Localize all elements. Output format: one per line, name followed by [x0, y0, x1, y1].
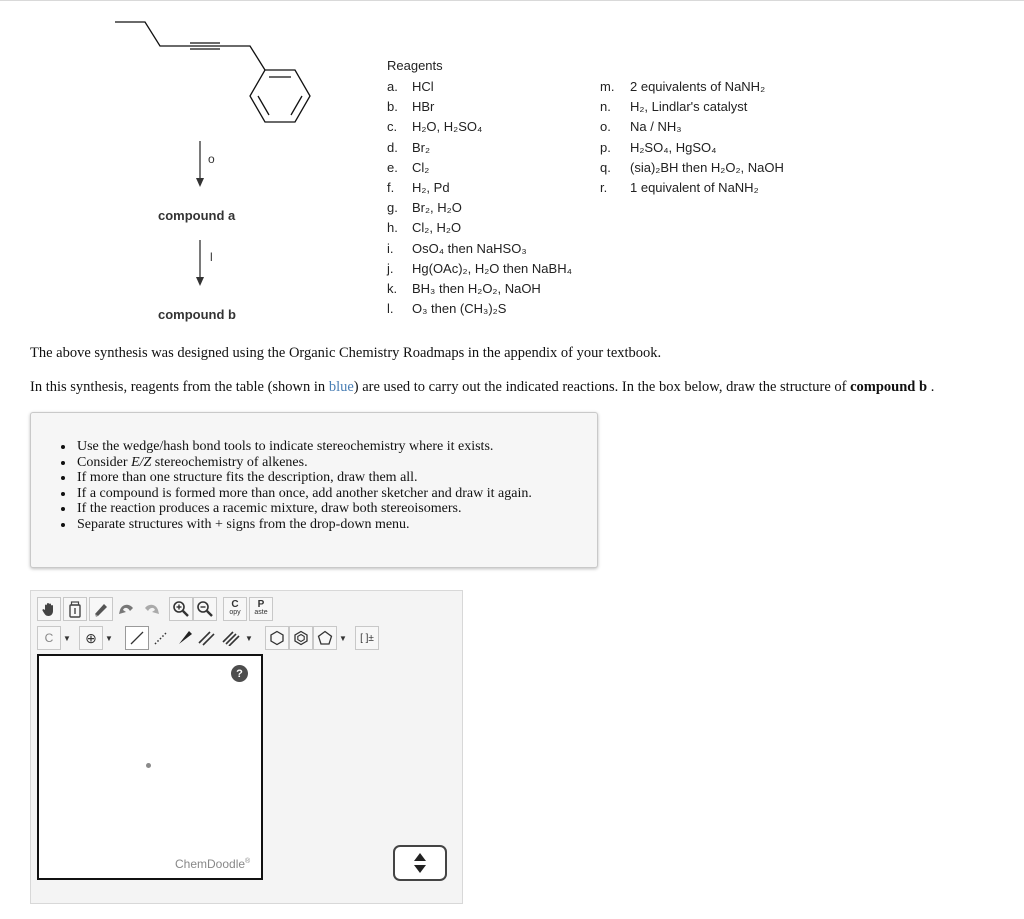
- chemdoodle-brand: [175, 857, 250, 871]
- task-paragraph: [30, 379, 934, 396]
- reagent-text: H₂, Pd: [412, 180, 450, 196]
- instruction-emphasis: E/Z: [131, 454, 152, 470]
- undo-button[interactable]: [115, 597, 139, 621]
- reagent-list-right: [600, 77, 784, 198]
- caret-down-icon: ▼: [105, 633, 113, 643]
- paste-big-letter: P: [257, 599, 265, 610]
- target-compound: compound b: [850, 379, 928, 395]
- reagent-text: 1 equivalent of NaNH₂: [630, 180, 759, 196]
- compound-a-label: compound a: [158, 208, 236, 223]
- reagent-text: Cl₂: [412, 159, 430, 175]
- instruction-item: • Use the wedge/hash bond tools to indicate stereochemistry where it exists.: [75, 439, 597, 455]
- circle-plus-icon: ⊕: [85, 629, 97, 646]
- reagent-text: OsO₄ then NaHSO₃: [412, 240, 527, 256]
- charge-button[interactable]: [79, 626, 103, 650]
- redo-button[interactable]: [139, 597, 163, 621]
- reagent-text: Na / NH₃: [630, 119, 682, 135]
- reagent-text: (sia)₂BH then H₂O₂, NaOH: [630, 159, 784, 175]
- cyclohexane-button[interactable]: [265, 626, 289, 650]
- instruction-item: • Separate structures with + signs from the drop-down menu.: [75, 517, 597, 533]
- instructions-list: [31, 439, 597, 533]
- instruction-item: • If a compound is formed more than once, add another sketcher and draw it again.: [75, 486, 597, 502]
- copy-big-letter: C: [231, 599, 239, 610]
- blue-word: blue: [328, 379, 354, 395]
- reagent-letter: p.: [600, 139, 611, 155]
- reagent-text: BH₃ then H₂O₂, NaOH: [412, 281, 541, 297]
- reagent-letter: h.: [387, 220, 398, 236]
- triple-bond-icon: [222, 630, 240, 646]
- wedge-bond-icon: [177, 630, 193, 646]
- single-bond-icon: [129, 630, 145, 646]
- reagent-letter: f.: [387, 180, 395, 196]
- benzene-button[interactable]: [289, 626, 313, 650]
- reagent-letter: n.: [600, 99, 611, 115]
- undo-icon: [118, 601, 136, 617]
- paste-small-text: aste: [254, 609, 268, 616]
- instruction-text: Consider: [77, 454, 132, 470]
- paste-button[interactable]: [249, 597, 273, 621]
- element-dropdown-button[interactable]: [61, 626, 73, 650]
- copy-small-text: opy: [229, 609, 241, 616]
- cyclopentane-button[interactable]: [313, 626, 337, 650]
- ring-dropdown-button[interactable]: [337, 626, 349, 650]
- reagent-row: [600, 77, 784, 97]
- benzene-icon: [293, 630, 309, 646]
- reagent-letter: j.: [387, 260, 394, 276]
- reagent-letter: a.: [387, 79, 398, 94]
- reagent-text: HBr: [412, 99, 435, 115]
- zoom-out-button[interactable]: [193, 597, 217, 621]
- single-bond-button[interactable]: [125, 626, 149, 650]
- step1-reagent-letter: o: [208, 152, 215, 166]
- intro-paragraph: The above synthesis was designed using the Organic Chemistry Roadmaps in the appendix of your textbook.: [30, 345, 662, 361]
- hexagon-icon: [269, 630, 285, 646]
- reagent-text: Cl₂, H₂O: [412, 220, 462, 236]
- reagent-row: [600, 117, 784, 137]
- reagent-row: [387, 239, 572, 259]
- reagent-row: [387, 138, 572, 158]
- reagent-letter: q.: [600, 159, 611, 175]
- copy-button[interactable]: [223, 597, 247, 621]
- triple-bond-button[interactable]: [219, 626, 243, 650]
- reagent-letter: i.: [387, 240, 394, 256]
- reagent-letter: g.: [387, 200, 398, 216]
- reagent-row: [600, 158, 784, 178]
- jar-icon: [67, 600, 83, 618]
- reaction-arrow-2: [194, 240, 206, 286]
- eraser-icon: [92, 600, 110, 618]
- wedge-bond-button[interactable]: [173, 626, 197, 650]
- reagent-row: [387, 97, 572, 117]
- step2-reagent-letter: l: [210, 250, 213, 264]
- drawing-canvas[interactable]: [37, 654, 263, 880]
- task-text-2: ) are used to carry out the indicated reactions. In the box below, draw the structure of: [353, 379, 851, 395]
- reagent-row: [387, 198, 572, 218]
- brand-text: ChemDoodle: [175, 857, 246, 871]
- zoom-in-button[interactable]: [169, 597, 193, 621]
- help-icon[interactable]: ?: [231, 665, 248, 682]
- pentagon-icon: [317, 630, 333, 646]
- reagent-row: [387, 299, 572, 319]
- top-divider: [0, 0, 1024, 1]
- reaction-arrow-1: [194, 141, 206, 187]
- reagent-letter: o.: [600, 119, 611, 135]
- reagent-text: Hg(OAc)₂, H₂O then NaBH₄: [412, 260, 572, 276]
- reagent-letter: m.: [600, 79, 615, 94]
- reagent-text: O₃ then (CH₃)₂S: [412, 301, 507, 317]
- reagent-row: [387, 178, 572, 198]
- reagent-text: 2 equivalents of NaNH₂: [630, 79, 766, 94]
- reagent-row: [387, 158, 572, 178]
- reagent-text: H₂O, H₂SO₄: [412, 119, 483, 135]
- reagent-list-left: [387, 77, 572, 319]
- bond-dropdown-button[interactable]: [243, 626, 255, 650]
- double-bond-icon: [198, 630, 216, 646]
- chemdoodle-sketcher: [30, 590, 463, 904]
- eraser-button[interactable]: [89, 597, 113, 621]
- canvas-origin-dot: [146, 763, 151, 768]
- reagent-text: Br₂: [412, 139, 431, 155]
- reagent-letter: c.: [387, 119, 398, 135]
- hand-icon: [41, 601, 57, 617]
- caret-down-icon: ▼: [63, 633, 71, 643]
- caret-down-icon: ▼: [245, 633, 253, 643]
- starting-material-structure: [100, 10, 330, 140]
- reagent-row: [387, 218, 572, 238]
- reagent-row: [600, 138, 784, 158]
- compound-b-label: compound b: [158, 307, 236, 322]
- redo-icon: [142, 601, 160, 617]
- reagent-letter: d.: [387, 139, 398, 155]
- hash-bond-button[interactable]: [149, 626, 173, 650]
- instruction-item: • If more than one structure fits the description, draw them all.: [75, 470, 597, 486]
- reagent-row: [387, 117, 572, 137]
- hash-bond-icon: [153, 630, 169, 646]
- reagent-letter: l.: [387, 301, 394, 317]
- double-bond-button[interactable]: [195, 626, 219, 650]
- bracket-tool-button[interactable]: [ ]±: [355, 626, 379, 650]
- reagent-letter: b.: [387, 99, 398, 115]
- caret-down-icon: ▼: [339, 633, 347, 643]
- task-text-1: In this synthesis, reagents from the table (shown in: [30, 379, 329, 395]
- reagent-row: [387, 77, 572, 97]
- reagent-letter: k.: [387, 281, 398, 297]
- hand-tool-button[interactable]: [37, 597, 61, 621]
- reaction-scheme: [100, 10, 330, 340]
- reagent-row: [387, 279, 572, 299]
- element-label-button[interactable]: C: [37, 626, 61, 650]
- structure-spinner[interactable]: [393, 845, 447, 881]
- reagent-row: [387, 259, 572, 279]
- reagent-letter: e.: [387, 159, 398, 175]
- reagents-title: Reagents: [387, 58, 443, 73]
- brand-registered-mark: ®: [245, 858, 251, 865]
- reagent-text: H₂, Lindlar's catalyst: [630, 99, 748, 115]
- clear-button[interactable]: [63, 597, 87, 621]
- instruction-text: stereochemistry of alkenes.: [151, 454, 308, 470]
- zoom-in-icon: [172, 600, 190, 618]
- charge-dropdown-button[interactable]: [103, 626, 115, 650]
- zoom-out-icon: [196, 600, 214, 618]
- up-down-arrows-icon: [413, 852, 427, 874]
- reagent-text: Br₂, H₂O: [412, 200, 462, 216]
- reagent-text: H₂SO₄, HgSO₄: [630, 139, 717, 155]
- reagent-text: HCl: [412, 79, 434, 94]
- reagent-row: [600, 178, 784, 198]
- task-text-3: .: [927, 379, 935, 395]
- reagent-letter: r.: [600, 180, 608, 196]
- reagent-row: [600, 97, 784, 117]
- instruction-item: • If the reaction produces a racemic mixture, draw both stereoisomers.: [75, 501, 597, 517]
- instruction-item: [75, 455, 597, 471]
- instructions-box: [30, 412, 598, 568]
